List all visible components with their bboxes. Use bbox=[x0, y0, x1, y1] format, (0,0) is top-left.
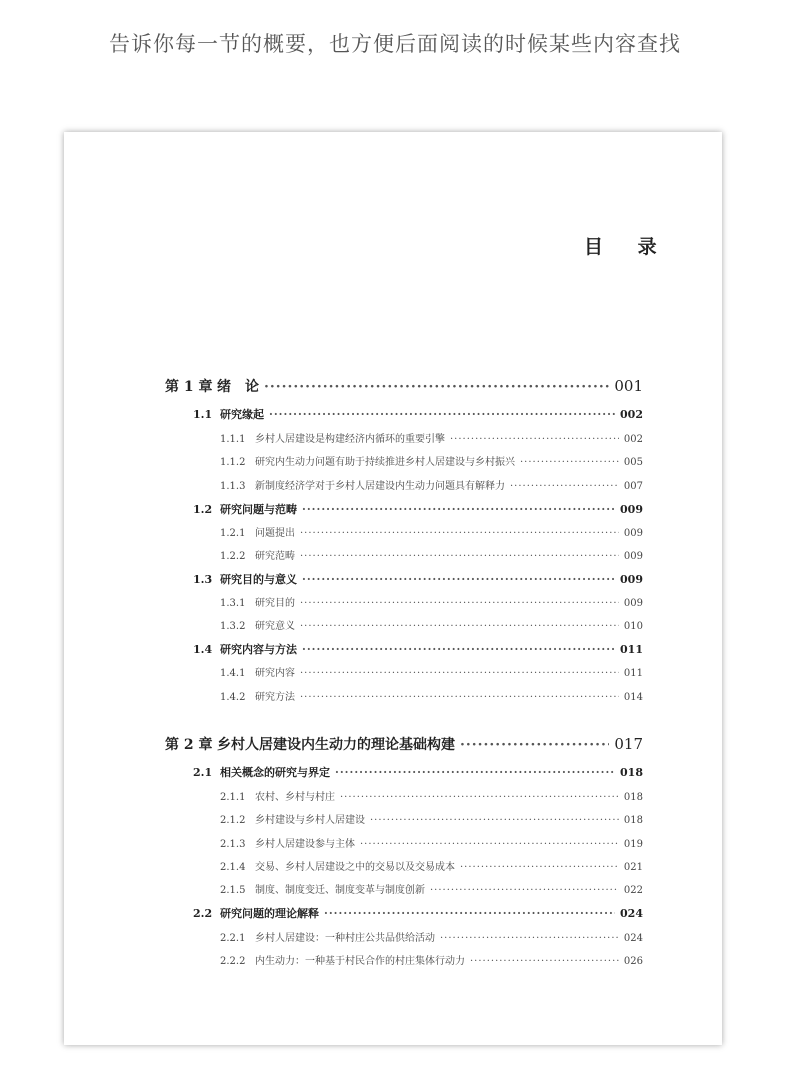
entry-title: 内生动力：一种基于村民合作的村庄集体行动力 bbox=[255, 956, 465, 967]
toc-entry-sub[interactable] bbox=[220, 952, 643, 967]
dot-leader bbox=[450, 434, 619, 445]
dot-leader bbox=[460, 862, 619, 873]
dot-leader bbox=[510, 481, 619, 492]
entry-page-number: 009 bbox=[623, 551, 643, 562]
entry-title: 研究内容 bbox=[255, 668, 295, 679]
entry-title: 研究问题与范畴 bbox=[220, 503, 297, 516]
entry-number: 1.1.2 bbox=[220, 457, 246, 468]
entry-number: 2.1.5 bbox=[220, 885, 246, 896]
toc-entry-sub[interactable] bbox=[220, 858, 643, 873]
entry-number: 2.2.1 bbox=[220, 933, 246, 944]
entry-title: 研究缘起 bbox=[220, 408, 264, 421]
dot-leader bbox=[520, 457, 619, 468]
entry-title: 研究内生动力问题有助于持续推进乡村人居建设与乡村振兴 bbox=[255, 457, 515, 468]
dot-leader bbox=[335, 766, 615, 779]
entry-number: 1.2.1 bbox=[220, 528, 246, 539]
dot-leader bbox=[302, 503, 615, 516]
entry-title: 乡村人居建设参与主体 bbox=[255, 839, 355, 850]
dot-leader bbox=[300, 621, 619, 632]
entry-page-number: 009 bbox=[623, 598, 643, 609]
entry-title: 研究问题的理论解释 bbox=[220, 907, 319, 920]
entry-page-number: 002 bbox=[623, 434, 643, 445]
entry-page-number: 019 bbox=[623, 839, 643, 850]
toc-entry-section[interactable] bbox=[193, 905, 643, 921]
entry-number: 1.4.2 bbox=[220, 692, 246, 703]
toc-entry-sub[interactable] bbox=[220, 664, 643, 679]
entry-page-number: 011 bbox=[620, 643, 643, 656]
entry-page-number: 001 bbox=[614, 377, 643, 395]
entry-number: 1.4.1 bbox=[220, 668, 246, 679]
dot-leader bbox=[302, 643, 615, 656]
dot-leader bbox=[269, 408, 615, 421]
toc-entry-sub[interactable] bbox=[220, 453, 643, 468]
dot-leader bbox=[300, 692, 619, 703]
dot-leader bbox=[370, 815, 619, 826]
entry-number: 1.4 bbox=[193, 643, 213, 656]
dot-leader bbox=[300, 668, 619, 679]
entry-page-number: 009 bbox=[620, 573, 643, 586]
entry-title: 交易、乡村人居建设之中的交易以及交易成本 bbox=[255, 862, 455, 873]
toc-entry-section[interactable] bbox=[193, 571, 643, 587]
entry-page-number: 024 bbox=[623, 933, 643, 944]
entry-page-number: 002 bbox=[620, 408, 643, 421]
entry-title: 乡村建设与乡村人居建设 bbox=[255, 815, 365, 826]
entry-page-number: 011 bbox=[623, 668, 643, 679]
dot-leader bbox=[264, 379, 609, 395]
entry-title: 研究目的 bbox=[255, 598, 295, 609]
entry-page-number: 009 bbox=[620, 503, 643, 516]
dot-leader bbox=[470, 956, 619, 967]
dot-leader bbox=[460, 737, 609, 753]
entry-number: 2.1.4 bbox=[220, 862, 246, 873]
dot-leader bbox=[300, 598, 619, 609]
entry-title: 研究内容与方法 bbox=[220, 643, 297, 656]
entry-title: 相关概念的研究与界定 bbox=[220, 766, 330, 779]
toc-entry-chapter[interactable] bbox=[165, 734, 643, 754]
dot-leader bbox=[324, 907, 615, 920]
toc-entry-chapter[interactable] bbox=[165, 376, 643, 396]
toc-entry-sub[interactable] bbox=[220, 547, 643, 562]
dot-leader bbox=[360, 839, 619, 850]
entry-title: 乡村人居建设内生动力的理论基础构建 bbox=[217, 737, 455, 753]
entry-number: 1.1 bbox=[193, 408, 213, 421]
entry-page-number: 026 bbox=[623, 956, 643, 967]
entry-number: 第 1 章 bbox=[165, 379, 213, 395]
entry-number: 2.2 bbox=[193, 907, 213, 920]
toc-entry-sub[interactable] bbox=[220, 811, 643, 826]
banner-caption: 告诉你每一节的概要，也方便后面阅读的时候某些内容查找 bbox=[109, 32, 681, 56]
entry-title: 农村、乡村与村庄 bbox=[255, 792, 335, 803]
toc-entry-section[interactable] bbox=[193, 641, 643, 657]
toc-entry-sub[interactable] bbox=[220, 881, 643, 896]
entry-number: 2.1.2 bbox=[220, 815, 246, 826]
dot-leader bbox=[430, 885, 619, 896]
entry-page-number: 007 bbox=[623, 481, 643, 492]
entry-title: 研究范畴 bbox=[255, 551, 295, 562]
toc-entry-sub[interactable] bbox=[220, 835, 643, 850]
entry-number: 1.2.2 bbox=[220, 551, 246, 562]
entry-title: 研究目的与意义 bbox=[220, 573, 297, 586]
entry-page-number: 021 bbox=[623, 862, 643, 873]
entry-title: 乡村人居建设：一种村庄公共品供给活动 bbox=[255, 933, 435, 944]
entry-title: 研究方法 bbox=[255, 692, 295, 703]
entry-page-number: 009 bbox=[623, 528, 643, 539]
entry-number: 1.3 bbox=[193, 573, 213, 586]
entry-page-number: 018 bbox=[620, 766, 643, 779]
entry-number: 1.1.3 bbox=[220, 481, 246, 492]
entry-page-number: 018 bbox=[623, 815, 643, 826]
toc-entry-section[interactable] bbox=[193, 406, 643, 422]
entry-page-number: 014 bbox=[623, 692, 643, 703]
entry-number: 第 2 章 bbox=[165, 737, 213, 753]
toc-entry-sub[interactable] bbox=[220, 929, 643, 944]
dot-leader bbox=[302, 573, 615, 586]
entry-title: 问题提出 bbox=[255, 528, 295, 539]
toc-title: 目 录 bbox=[584, 236, 671, 258]
entry-page-number: 024 bbox=[620, 907, 643, 920]
toc-entry-sub[interactable] bbox=[220, 524, 643, 539]
entry-number: 2.1.1 bbox=[220, 792, 246, 803]
entry-title: 新制度经济学对于乡村人居建设内生动力问题具有解释力 bbox=[255, 481, 505, 492]
entry-number: 1.3.1 bbox=[220, 598, 246, 609]
entry-number: 1.2 bbox=[193, 503, 213, 516]
entry-number: 1.1.1 bbox=[220, 434, 246, 445]
dot-leader bbox=[300, 551, 619, 562]
entry-number: 2.1.3 bbox=[220, 839, 246, 850]
entry-page-number: 010 bbox=[623, 621, 643, 632]
toc-entry-section[interactable] bbox=[193, 764, 643, 780]
entry-number: 2.1 bbox=[193, 766, 213, 779]
toc-entry-sub[interactable] bbox=[220, 430, 643, 445]
toc-entry-section[interactable] bbox=[193, 501, 643, 517]
dot-leader bbox=[300, 528, 619, 539]
entry-page-number: 018 bbox=[623, 792, 643, 803]
entry-title: 研究意义 bbox=[255, 621, 295, 632]
entry-number: 1.3.2 bbox=[220, 621, 246, 632]
entry-title: 绪 论 bbox=[217, 379, 259, 395]
dot-leader bbox=[440, 933, 619, 944]
dot-leader bbox=[340, 792, 619, 803]
entry-title: 乡村人居建设是构建经济内循环的重要引擎 bbox=[255, 434, 445, 445]
entry-page-number: 005 bbox=[623, 457, 643, 468]
entry-title: 制度、制度变迁、制度变革与制度创新 bbox=[255, 885, 425, 896]
toc-entry-sub[interactable] bbox=[220, 788, 643, 803]
entry-page-number: 017 bbox=[614, 735, 643, 753]
toc-entry-sub[interactable] bbox=[220, 477, 643, 492]
toc-entry-sub[interactable] bbox=[220, 688, 643, 703]
entry-number: 2.2.2 bbox=[220, 956, 246, 967]
entry-page-number: 022 bbox=[623, 885, 643, 896]
toc-entry-sub[interactable] bbox=[220, 594, 643, 609]
toc-entry-sub[interactable] bbox=[220, 617, 643, 632]
